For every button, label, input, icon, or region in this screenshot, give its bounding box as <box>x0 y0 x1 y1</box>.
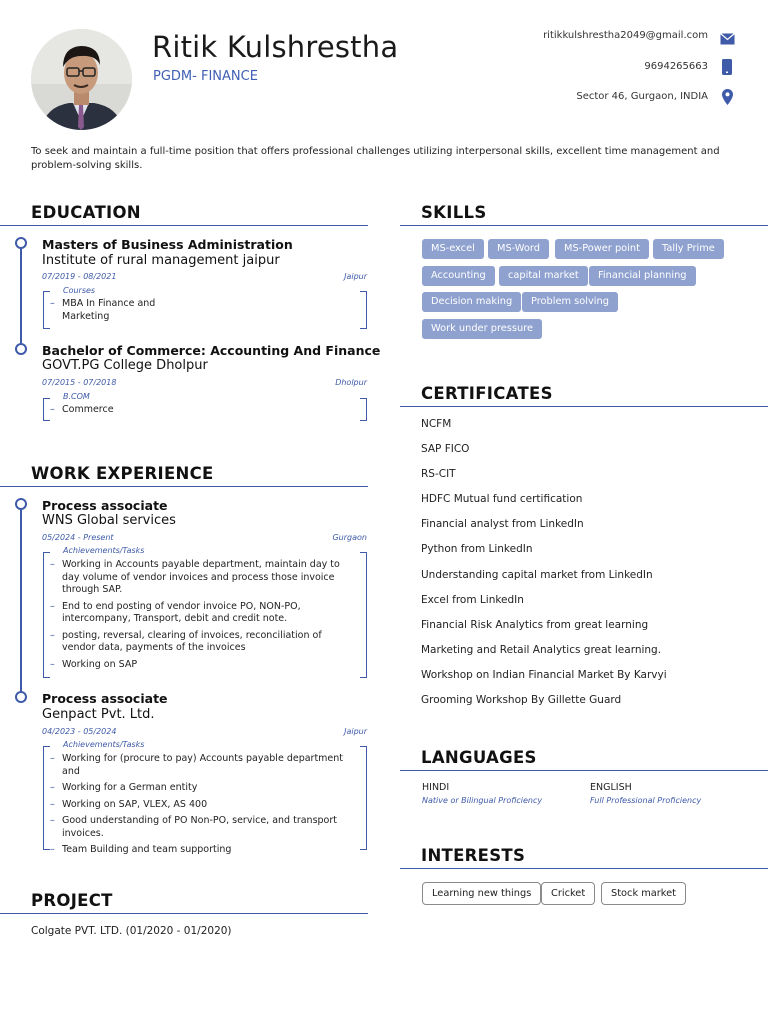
interest-chip: Learning new things <box>422 882 541 905</box>
work-experience-heading: WORK EXPERIENCE <box>31 464 214 483</box>
interests-divider <box>400 868 768 869</box>
certificate-item: Financial analyst from LinkedIn <box>421 518 584 530</box>
location-pin-icon <box>722 89 733 109</box>
skill-chip: Problem solving <box>522 292 618 312</box>
certificate-item: Workshop on Indian Financial Market By Karvyi <box>421 669 667 681</box>
timeline-dot <box>15 691 27 703</box>
profile-photo <box>31 29 132 130</box>
education-sub-label: Courses <box>63 286 96 295</box>
skill-chip: Decision making <box>422 292 521 312</box>
list-item: – Working in Accounts payable department, maintain day to day volume of vendor invoices and process those invoice through SAP. <box>50 559 350 597</box>
job-sub-label: Achievements/Tasks <box>63 546 145 555</box>
skill-chip: MS-Word <box>488 239 549 259</box>
list-item: – Commerce <box>50 404 250 417</box>
certificates-divider <box>400 406 768 407</box>
certificate-item: Excel from LinkedIn <box>421 594 524 606</box>
list-item: – Working on SAP, VLEX, AS 400 <box>50 799 350 812</box>
phone-icon <box>722 59 732 79</box>
work-timeline <box>20 509 22 694</box>
project-heading: PROJECT <box>31 891 113 910</box>
timeline-dot <box>15 498 27 510</box>
candidate-name: Ritik Kulshrestha <box>152 30 399 64</box>
list-item: – Working for a German entity <box>50 782 350 795</box>
list-item: – End to end posting of vendor invoice PO, NON-PO, intercompany, Transport, debit and credit note. <box>50 601 350 626</box>
job-sub-label: Achievements/Tasks <box>63 740 145 749</box>
interest-chip: Cricket <box>541 882 595 905</box>
language-level: Native or Bilingual Proficiency <box>422 796 543 805</box>
phone-text[interactable]: 9694265663 <box>644 61 708 72</box>
education-school: GOVT.PG College Dholpur <box>42 358 208 373</box>
certificate-item: Python from LinkedIn <box>421 543 533 555</box>
education-dates: 07/2019 - 08/2021 <box>42 272 117 281</box>
work-divider <box>0 486 368 487</box>
candidate-role: PGDM- FINANCE <box>153 69 258 84</box>
bracket-left <box>43 552 50 678</box>
education-degree: Bachelor of Commerce: Accounting And Finance <box>42 343 381 358</box>
interests-heading: INTERESTS <box>421 846 526 865</box>
project-text: Colgate PVT. LTD. (01/2020 - 01/2020) <box>31 925 232 937</box>
languages-heading: LANGUAGES <box>421 748 537 767</box>
education-place: Dholpur <box>335 378 367 387</box>
certificate-item: Grooming Workshop By Gillette Guard <box>421 694 622 706</box>
bracket-right <box>360 552 367 678</box>
education-school: Institute of rural management jaipur <box>42 253 280 268</box>
list-item: – Team Building and team supporting <box>50 844 350 857</box>
bracket-left <box>43 291 50 329</box>
bracket-right <box>360 746 367 850</box>
education-sub-label: B.COM <box>63 392 90 401</box>
skill-chip: Accounting <box>422 266 495 286</box>
list-item: – Working for (procure to pay) Accounts payable department and <box>50 753 350 778</box>
certificate-item: Understanding capital market from LinkedIn <box>421 569 653 581</box>
education-place: Jaipur <box>344 272 367 281</box>
skills-heading: SKILLS <box>421 203 487 222</box>
job-dates: 05/2024 - Present <box>42 533 114 542</box>
career-objective: To seek and maintain a full-time position that offers professional challenges utilizing interpersonal skills, excellent time management and problem-solving skills. <box>31 146 720 171</box>
skill-chip: Financial planning <box>589 266 696 286</box>
certificate-item: HDFC Mutual fund certification <box>421 493 583 505</box>
timeline-dot <box>15 343 27 355</box>
job-place: Gurgaon <box>332 533 367 542</box>
mail-icon <box>720 30 735 49</box>
job-position: Process associate <box>42 691 168 706</box>
skill-chip: Work under pressure <box>422 319 542 339</box>
job-company: Genpact Pvt. Ltd. <box>42 707 155 722</box>
certificate-item: Financial Risk Analytics from great learning <box>421 619 649 631</box>
email-text[interactable]: ritikkulshrestha2049@gmail.com <box>543 30 708 41</box>
skill-chip: MS-excel <box>422 239 484 259</box>
list-item: – MBA In Finance and Marketing <box>50 298 160 323</box>
job-dates: 04/2023 - 05/2024 <box>42 727 117 736</box>
job-company: WNS Global services <box>42 513 176 528</box>
language-name: ENGLISH <box>590 782 632 793</box>
list-item: – Good understanding of PO Non-PO, service, and transport invoices. <box>50 815 350 840</box>
list-item: – Working on SAP <box>50 659 350 672</box>
languages-divider <box>400 770 768 771</box>
education-timeline <box>20 248 22 343</box>
certificates-heading: CERTIFICATES <box>421 384 553 403</box>
job-place: Jaipur <box>344 727 367 736</box>
skill-chip: capital market <box>499 266 588 286</box>
certificate-item: SAP FICO <box>421 443 470 455</box>
project-divider <box>0 913 368 914</box>
location-text: Sector 46, Gurgaon, INDIA <box>576 91 708 102</box>
certificate-item: RS-CIT <box>421 468 456 480</box>
language-name: HINDI <box>422 782 450 793</box>
education-divider <box>0 225 368 226</box>
bracket-right <box>360 291 367 329</box>
bracket-left <box>43 746 50 850</box>
job-task-list <box>50 559 350 675</box>
education-dates: 07/2015 - 07/2018 <box>42 378 117 387</box>
education-degree: Masters of Business Administration <box>42 237 293 252</box>
timeline-dot <box>15 237 27 249</box>
job-task-list <box>50 753 350 861</box>
skill-chip: MS-Power point <box>555 239 649 259</box>
education-course-list <box>50 404 250 421</box>
certificate-item: NCFM <box>421 418 452 430</box>
certificate-item: Marketing and Retail Analytics great learning. <box>421 644 662 656</box>
bracket-right <box>360 398 367 421</box>
education-heading: EDUCATION <box>31 203 141 222</box>
job-position: Process associate <box>42 498 168 513</box>
skills-divider <box>400 225 768 226</box>
bracket-left <box>43 398 50 421</box>
education-course-list <box>50 298 160 327</box>
interest-chip: Stock market <box>601 882 686 905</box>
list-item: – posting, reversal, clearing of invoices, reconciliation of vendor data, payments of the invoices <box>50 630 350 655</box>
language-level: Full Professional Proficiency <box>590 796 702 805</box>
skill-chip: Tally Prime <box>653 239 724 259</box>
